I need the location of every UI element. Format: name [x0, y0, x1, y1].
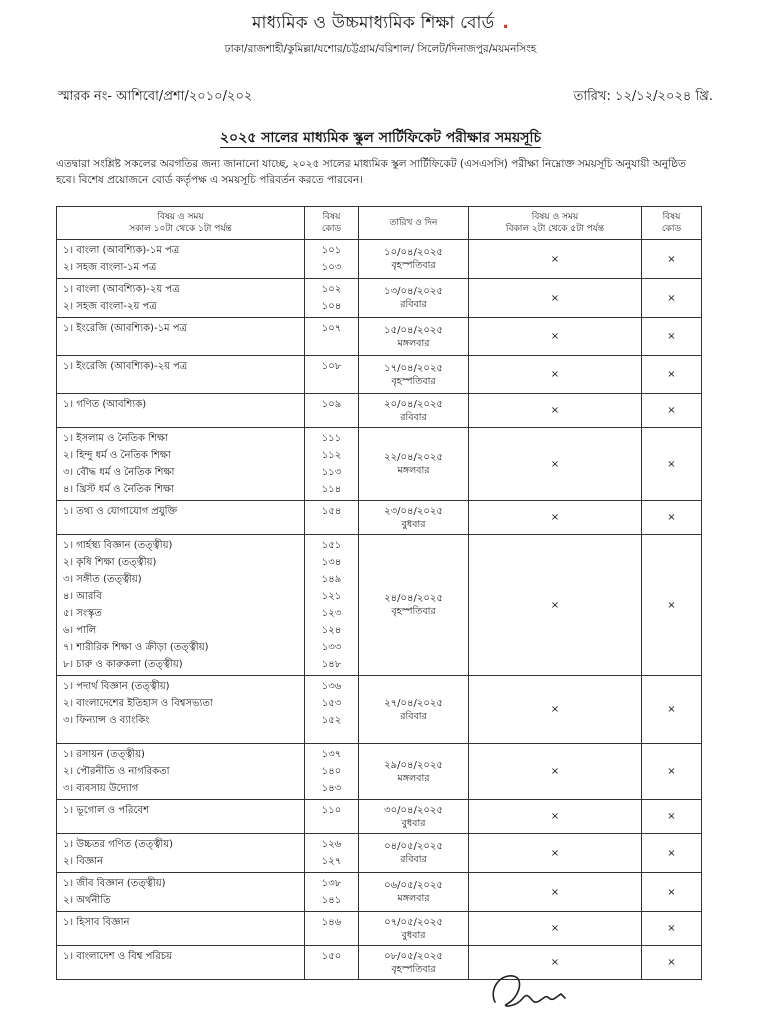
exam-day: বৃহস্পতিবার [391, 375, 436, 387]
table-header-row [57, 207, 702, 240]
afternoon-cell: × [469, 912, 642, 946]
code-cell [305, 946, 359, 980]
table-row [57, 318, 702, 356]
subject-heading: ২০২৫ সালের মাধ্যমিক স্কুল সার্টিফিকেট পরীক্ষার সময়সূচি [219, 130, 542, 146]
subject-code: ১৩৬ [321, 681, 342, 692]
subject-code: ১২৩ [321, 608, 342, 619]
subject-cell [57, 834, 305, 873]
afternoon-code-cell: × [642, 394, 702, 428]
subject-name: ১। উচ্চতর গণিত (তত্ত্বীয়) [63, 839, 174, 850]
code-cell [305, 318, 359, 356]
subject-name: ৩। ব্যবসায় উদ্যোগ [63, 783, 139, 794]
code-cell [305, 873, 359, 912]
table-row [57, 279, 702, 318]
memo-number: স্মারক নং- আশিবো/প্রশা/২০১০/২০২ [58, 89, 253, 104]
exam-day: মঙ্গলবার [397, 337, 430, 349]
subject-code: ১১৪ [321, 484, 342, 495]
afternoon-cell: × [469, 873, 642, 912]
subject-cell [57, 676, 305, 744]
exam-day: রবিবার [400, 411, 427, 423]
afternoon-cell: × [469, 501, 642, 535]
afternoon-code-cell: × [642, 676, 702, 744]
exam-day: রবিবার [400, 299, 427, 310]
subject-code: ১১০ [321, 805, 342, 816]
code-cell [305, 356, 359, 394]
afternoon-code-header: বিষয় কোড [642, 207, 702, 240]
date-cell [359, 834, 469, 873]
exam-date: ২০/০৪/২০২৫ [384, 398, 443, 410]
subject-cell [57, 535, 305, 676]
subject-code: ১৫১ [321, 540, 342, 551]
code-header: বিষয় কোড [305, 207, 359, 240]
intro-paragraph: এতদ্বারা সংশ্লিষ্ট সকলের অবগতির জন্য জানানো যাচ্ছে, ২০২৫ সালের মাধ্যমিক স্কুল সার্টিফিকেট (এসএসসি) পরীক্ষা নিম্নোক্ত সময়সূচি অনুযায়ী অনুষ্ঠিত হবে। বিশেষ প্রয়োজনে বোর্ড কর্তৃপক্ষ এ সময়সূচি পরিবর্তন করতে পারবেন। [56, 158, 686, 186]
afternoon-cell: × [469, 676, 642, 744]
subject-code: ১১২ [321, 450, 342, 461]
afternoon-cell: × [469, 240, 642, 279]
date-cell [359, 676, 469, 744]
date-cell [359, 318, 469, 356]
afternoon-code-cell: × [642, 800, 702, 834]
afternoon-header: বিষয় ও সময় বিকাল ২টা থেকে ৫টা পর্যন্ত [469, 207, 642, 240]
code-cell [305, 834, 359, 873]
exam-date: ০৮/০৫/২০২৫ [384, 950, 443, 962]
code-cell [305, 535, 359, 676]
subject-code: ১৫৩ [321, 698, 342, 709]
date-cell [359, 428, 469, 501]
date-cell [359, 356, 469, 394]
subject-code: ১১৩ [321, 467, 342, 478]
afternoon-code-cell: × [642, 501, 702, 535]
subject-name: ২। সহজ বাংলা-২য় পত্র [63, 301, 157, 312]
exam-date: ২৩/০৪/২০২৫ [384, 505, 443, 517]
subject-code: ১৫৪ [321, 506, 342, 517]
subject-name: ২। বিজ্ঞান [63, 856, 104, 867]
subject-code: ১০৩ [321, 262, 342, 273]
subject-name: ৪। আরবি [63, 591, 102, 602]
board-title: মাধ্যমিক ও উচ্চমাধ্যমিক শিক্ষা বোর্ড . [252, 13, 509, 33]
code-cell [305, 394, 359, 428]
table-row [57, 240, 702, 279]
subject-code: ১৫০ [321, 951, 342, 962]
afternoon-code-cell: × [642, 279, 702, 318]
code-cell [305, 428, 359, 501]
subject-name: ৬। পালি [63, 625, 97, 636]
subject-name: ১। বাংলাদেশ ও বিশ্ব পরিচয় [63, 951, 173, 962]
exam-day: বুধবার [401, 518, 426, 530]
subject-code: ১৪৮ [321, 659, 342, 670]
code-cell [305, 744, 359, 800]
subject-name: ১। রসায়ন (তত্ত্বীয়) [63, 749, 145, 760]
subject-name: ১। ইসলাম ও নৈতিক শিক্ষা [63, 433, 169, 444]
subject-code: ১০৪ [321, 301, 342, 312]
subject-cell [57, 394, 305, 428]
morning-header: বিষয় ও সময় সকাল ১০টা থেকে ১টা পর্যন্ত [57, 207, 305, 240]
afternoon-code-cell: × [642, 356, 702, 394]
red-dot-mark: . [502, 13, 509, 33]
subject-cell [57, 428, 305, 501]
subject-code: ১৩৭ [321, 749, 342, 760]
afternoon-cell: × [469, 428, 642, 501]
exam-day: রবিবার [400, 710, 427, 722]
subject-code: ১২১ [321, 591, 342, 602]
subject-code: ১৩৮ [321, 878, 342, 889]
subject-name: ৩। সঙ্গীত (তত্ত্বীয়) [63, 574, 142, 585]
exam-day: মঙ্গলবার [397, 893, 430, 904]
exam-date: ১৫/০৪/২০২৫ [384, 324, 443, 336]
table-row [57, 834, 702, 873]
exam-date: ১৭/০৪/২০২৫ [384, 362, 443, 374]
afternoon-cell: × [469, 279, 642, 318]
date-cell [359, 912, 469, 946]
afternoon-code-cell: × [642, 912, 702, 946]
code-cell [305, 240, 359, 279]
date-cell [359, 240, 469, 279]
subject-name: ১। জীব বিজ্ঞান (তত্ত্বীয়) [63, 878, 166, 889]
subject-cell [57, 873, 305, 912]
subject-name: ১। তথ্য ও যোগাযোগ প্রযুক্তি [63, 506, 178, 517]
afternoon-cell: × [469, 800, 642, 834]
subject-cell [57, 946, 305, 980]
exam-date: ২৭/০৪/২০২৫ [384, 697, 443, 709]
exam-date: ০৪/০৫/২০২৫ [384, 841, 443, 852]
exam-date: ২২/০৪/২০২৫ [384, 452, 443, 463]
afternoon-cell: × [469, 318, 642, 356]
table-row [57, 912, 702, 946]
afternoon-cell: × [469, 946, 642, 980]
table-row [57, 744, 702, 800]
table-row [57, 873, 702, 912]
subject-name: ১। ইংরেজি (আবশ্যিক)-১ম পত্র [63, 323, 187, 334]
subject-code: ১০২ [321, 284, 342, 295]
afternoon-cell: × [469, 394, 642, 428]
table-row [57, 946, 702, 980]
subject-code: ১২৪ [321, 625, 342, 636]
exam-day: মঙ্গলবার [397, 465, 430, 476]
subject-code: ১৪০ [321, 766, 342, 777]
subject-code: ১০১ [321, 245, 342, 256]
exam-day: বৃহস্পতিবার [391, 606, 436, 617]
subject-code: ১৩৪ [321, 557, 342, 568]
date-cell [359, 800, 469, 834]
exam-day: বৃহস্পতিবার [391, 260, 436, 271]
subject-code: ১৩৩ [321, 642, 342, 653]
subject-name: ১। পদার্থ বিজ্ঞান (তত্ত্বীয়) [63, 681, 170, 692]
table-row [57, 356, 702, 394]
date-cell [359, 873, 469, 912]
exam-day: রবিবার [400, 854, 427, 865]
subject-cell [57, 240, 305, 279]
code-cell [305, 800, 359, 834]
subject-code: ১০৭ [321, 323, 342, 334]
subject-code: ১৪৬ [321, 917, 342, 928]
subject-code: ১৪১ [321, 895, 342, 906]
subject-code: ১০৯ [321, 399, 342, 410]
exam-date: ০৭/০৫/২০২৫ [384, 916, 443, 928]
date-cell [359, 744, 469, 800]
subject-code: ১৫২ [321, 715, 342, 726]
date-header: তারিখ ও দিন [359, 207, 469, 240]
subject-name: ৫। সংস্কৃত [63, 608, 102, 619]
exam-date: ৩০/০৪/২০২৫ [384, 804, 443, 816]
subject-name: ৩। ফিন্যান্স ও ব্যাংকিং [63, 715, 150, 726]
afternoon-code-cell: × [642, 318, 702, 356]
table-row [57, 535, 702, 676]
exam-date: ১৩/০৪/২০২৫ [384, 286, 443, 297]
subject-code: ১২৭ [321, 856, 342, 867]
table-row [57, 800, 702, 834]
subject-name: ১। হিসাব বিজ্ঞান [63, 917, 130, 928]
exam-date: ০৬/০৫/২০২৫ [384, 880, 443, 891]
afternoon-code-cell: × [642, 834, 702, 873]
subject-cell [57, 279, 305, 318]
exam-schedule-table [56, 206, 702, 980]
date-cell [359, 279, 469, 318]
date-cell [359, 501, 469, 535]
exam-date: ২৪/০৪/২০২৫ [384, 593, 443, 604]
afternoon-cell: × [469, 356, 642, 394]
afternoon-code-cell: × [642, 946, 702, 980]
subject-cell [57, 800, 305, 834]
afternoon-code-cell: × [642, 744, 702, 800]
afternoon-code-cell: × [642, 873, 702, 912]
subject-name: ২। অর্থনীতি [63, 895, 111, 906]
afternoon-code-cell: × [642, 240, 702, 279]
subject-name: ১। বাংলা (আবশ্যিক)-২য় পত্র [63, 284, 180, 295]
subject-cell [57, 912, 305, 946]
afternoon-code-cell: × [642, 535, 702, 676]
code-cell [305, 279, 359, 318]
schedule-body [57, 240, 702, 980]
subject-name: ৮। চারু ও কারুকলা (তত্ত্বীয়) [63, 659, 183, 670]
exam-date: ১০/০৪/২০২৫ [384, 247, 443, 258]
subject-code: ১২৬ [321, 839, 342, 850]
afternoon-cell: × [469, 535, 642, 676]
subject-name: ২। হিন্দু ধর্ম ও নৈতিক শিক্ষা [63, 450, 171, 461]
code-cell [305, 676, 359, 744]
subject-code: ১১১ [321, 433, 342, 444]
afternoon-cell: × [469, 744, 642, 800]
afternoon-cell: × [469, 834, 642, 873]
board-list: ঢাকা/রাজশাহী/কুমিল্লা/যশোর/চট্টগ্রাম/বরিশাল/ সিলেট/দিনাজপুর/ময়মনসিংহ [224, 43, 537, 55]
subject-code: ১৪৯ [321, 574, 342, 585]
subject-name: ৭। শারীরিক শিক্ষা ও ক্রীড়া (তত্ত্বীয়) [63, 642, 209, 653]
date-cell [359, 946, 469, 980]
subject-name: ৪। খ্রিস্ট ধর্ম ও নৈতিক শিক্ষা [63, 484, 175, 495]
date-cell [359, 535, 469, 676]
subject-name: ১। ইংরেজি (আবশ্যিক)-২য় পত্র [63, 361, 188, 372]
table-row [57, 394, 702, 428]
date-cell [359, 394, 469, 428]
subject-name: ১। ভূগোল ও পরিবেশ [63, 805, 149, 816]
code-cell [305, 912, 359, 946]
subject-name: ৩। বৌদ্ধ ধর্ম ও নৈতিক শিক্ষা [63, 467, 175, 478]
table-row [57, 428, 702, 501]
subject-name: ১। বাংলা (আবশ্যিক)-১ম পত্র [63, 245, 180, 256]
exam-day: বুধবার [401, 929, 426, 941]
subject-name: ২। বাংলাদেশের ইতিহাস ও বিশ্বসভ্যতা [63, 698, 213, 709]
exam-day: মঙ্গলবার [397, 772, 430, 784]
subject-name: ১। গার্হস্থ্য বিজ্ঞান (তত্ত্বীয়) [63, 540, 173, 551]
subject-name: ২। সহজ বাংলা-১ম পত্র [63, 262, 157, 273]
code-cell [305, 501, 359, 535]
subject-cell [57, 356, 305, 394]
subject-cell [57, 501, 305, 535]
table-row [57, 501, 702, 535]
subject-cell [57, 318, 305, 356]
subject-code: ১০৮ [321, 361, 342, 372]
subject-name: ২। পৌরনীতি ও নাগরিকতা [63, 766, 170, 777]
subject-name: ১। গণিত (আবশ্যিক) [63, 399, 147, 410]
exam-day: বৃহস্পতিবার [391, 963, 436, 975]
subject-code: ১৪৩ [321, 783, 342, 794]
memo-date: তারিখ: ১২/১২/২০২৪ খ্রি. [573, 89, 713, 104]
subject-name: ২। কৃষি শিক্ষা (তত্ত্বীয়) [63, 557, 157, 568]
signature [485, 964, 575, 1014]
afternoon-code-cell: × [642, 428, 702, 501]
table-row [57, 676, 702, 744]
exam-day: বুধবার [401, 817, 426, 829]
subject-cell [57, 744, 305, 800]
exam-date: ২৯/০৪/২০২৫ [384, 759, 443, 771]
